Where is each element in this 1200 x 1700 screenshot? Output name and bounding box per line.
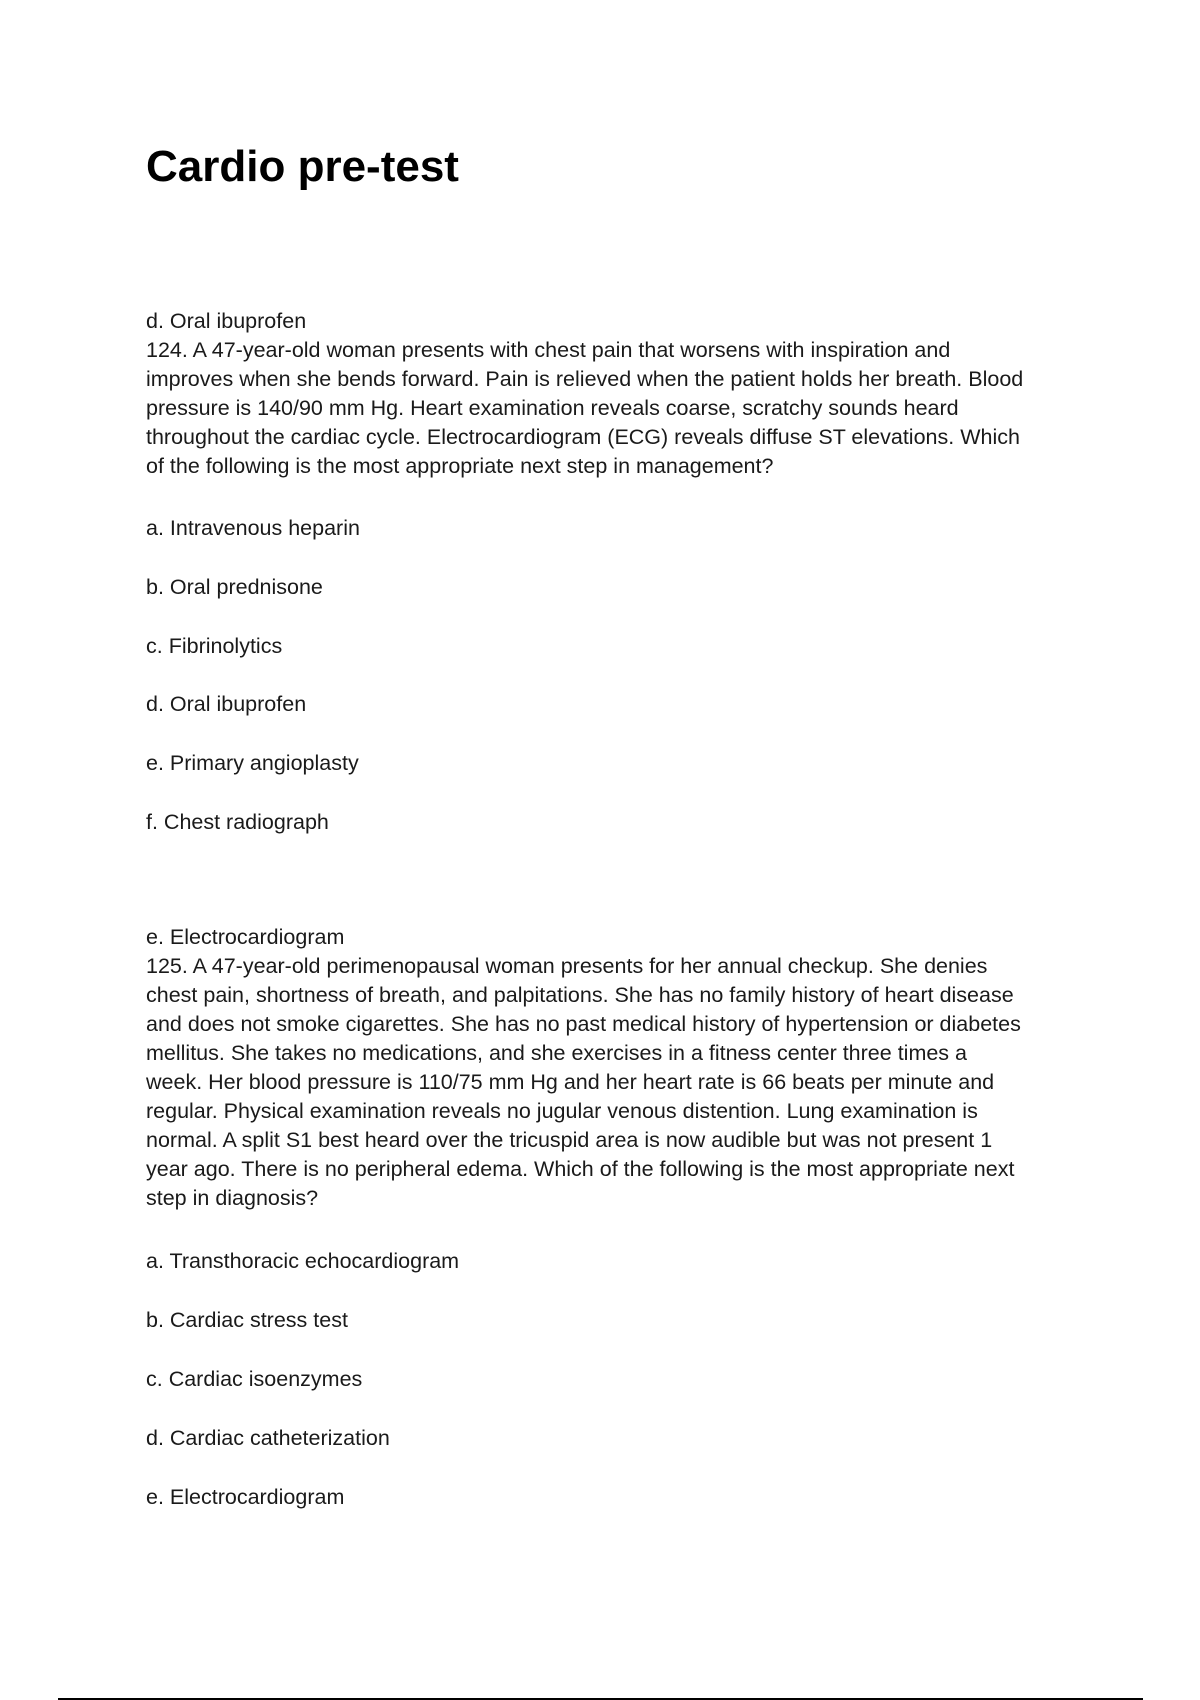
question-stem-line: chest pain, shortness of breath, and palpitations. She has no family history of heart disease	[146, 983, 1014, 1007]
page-title: Cardio pre-test	[146, 142, 459, 191]
question-stem-line: improves when she bends forward. Pain is relieved when the patient holds her breath. Blood	[146, 367, 1024, 391]
answer-option: b. Oral prednisone	[146, 575, 323, 599]
question-stem-line: week. Her blood pressure is 110/75 mm Hg and her heart rate is 66 beats per minute and	[146, 1070, 995, 1094]
question-stem-line: throughout the cardiac cycle. Electrocardiogram (ECG) reveals diffuse ST elevations. Which	[146, 425, 1020, 449]
question-stem-line: year ago. There is no peripheral edema. Which of the following is the most appropriate next	[146, 1157, 1015, 1181]
previous-answer: d. Oral ibuprofen	[146, 309, 307, 333]
previous-answer: e. Electrocardiogram	[146, 925, 345, 949]
question-stem-line: 125. A 47-year-old perimenopausal woman presents for her annual checkup. She denies	[146, 954, 988, 978]
answer-option: c. Fibrinolytics	[146, 634, 283, 658]
answer-option: e. Electrocardiogram	[146, 1485, 345, 1509]
answer-option: b. Cardiac stress test	[146, 1308, 348, 1332]
question-stem-line: normal. A split S1 best heard over the tricuspid area is now audible but was not present 1	[146, 1128, 993, 1152]
answer-option: f. Chest radiograph	[146, 810, 329, 834]
question-stem-line: 124. A 47-year-old woman presents with chest pain that worsens with inspiration and	[146, 338, 951, 362]
question-stem-line: and does not smoke cigarettes. She has no past medical history of hypertension or diabetes	[146, 1012, 1021, 1036]
question-stem-line: of the following is the most appropriate next step in management?	[146, 454, 774, 478]
answer-option: a. Transthoracic echocardiogram	[146, 1249, 460, 1273]
answer-option: a. Intravenous heparin	[146, 516, 360, 540]
question-124-text	[146, 307, 1066, 481]
answer-option: e. Primary angioplasty	[146, 751, 359, 775]
question-stem-line: regular. Physical examination reveals no jugular venous distention. Lung examination is	[146, 1099, 978, 1123]
question-stem-line: step in diagnosis?	[146, 1186, 319, 1210]
answer-option: d. Cardiac catheterization	[146, 1426, 390, 1450]
answer-option: d. Oral ibuprofen	[146, 692, 307, 716]
question-stem-line: pressure is 140/90 mm Hg. Heart examination reveals coarse, scratchy sounds heard	[146, 396, 959, 420]
question-125-text	[146, 923, 1066, 1213]
answer-option: c. Cardiac isoenzymes	[146, 1367, 363, 1391]
question-stem-line: mellitus. She takes no medications, and she exercises in a fitness center three times a	[146, 1041, 967, 1065]
